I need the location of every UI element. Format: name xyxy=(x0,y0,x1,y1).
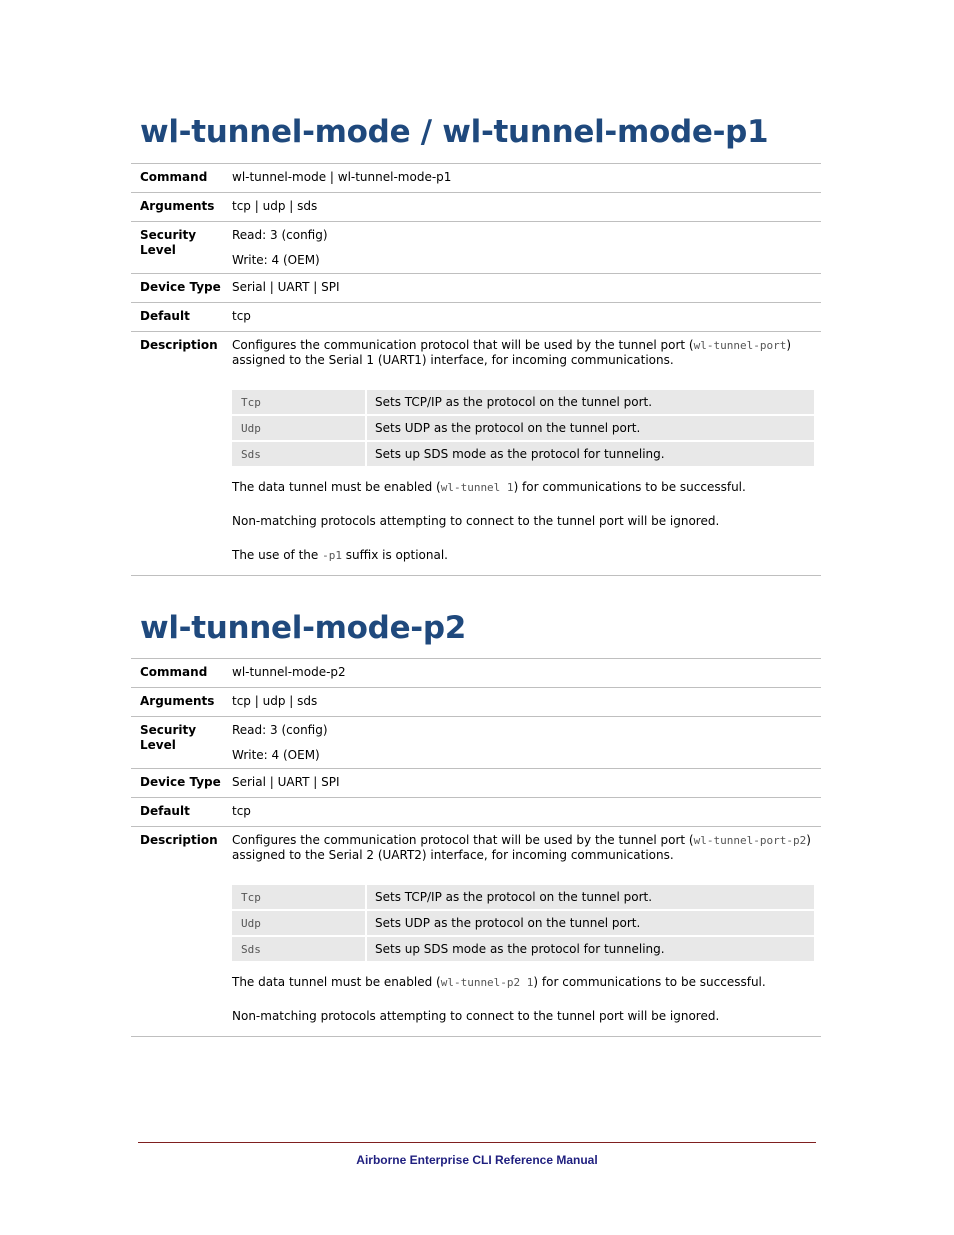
inline-code: -p1 xyxy=(322,549,342,562)
option-description: Sets TCP/IP as the protocol on the tunnel port. xyxy=(367,390,814,414)
text-span: Configures the communication protocol that will be used by the tunnel port ( xyxy=(232,338,694,352)
row-label: Device Type xyxy=(140,775,221,789)
row-label: Command xyxy=(140,665,208,679)
row-value: tcp | udp | sds xyxy=(232,199,318,213)
row-label: Default xyxy=(140,309,190,323)
row-value: tcp xyxy=(232,309,251,323)
note-suffix-optional xyxy=(232,548,815,563)
note-non-matching: Non-matching protocols attempting to connect to the tunnel port will be ignored. xyxy=(232,1009,720,1023)
option-code: Udp xyxy=(232,911,367,935)
row-value: Serial | UART | SPI xyxy=(232,775,340,789)
text-span: ) for communications to be successful. xyxy=(513,480,746,494)
row-value: wl-tunnel-mode | wl-tunnel-mode-p1 xyxy=(232,170,452,184)
row-label: Description xyxy=(140,338,218,352)
description-text xyxy=(232,338,815,368)
table-row xyxy=(232,937,814,961)
table-row xyxy=(232,390,814,414)
row-label: Device Type xyxy=(140,280,221,294)
option-code: Sds xyxy=(232,442,367,466)
row-label: Command xyxy=(140,170,208,184)
text-span: ) assigned to the Serial 2 (UART2) interface, for incoming communications. xyxy=(232,833,811,862)
option-code: Tcp xyxy=(232,885,367,909)
row-label: Arguments xyxy=(140,694,215,708)
row-value xyxy=(232,723,821,763)
inline-code: wl-tunnel 1 xyxy=(440,481,514,494)
note-tunnel-enabled xyxy=(232,480,815,495)
row-label: Arguments xyxy=(140,199,215,213)
description-text xyxy=(232,833,815,863)
security-level-row xyxy=(131,222,821,274)
table-row xyxy=(232,911,814,935)
inline-code: wl-tunnel-port-p2 xyxy=(693,834,807,847)
command-row xyxy=(131,659,821,688)
option-code: Udp xyxy=(232,416,367,440)
row-label: Security Level xyxy=(140,723,197,752)
command-table xyxy=(131,658,821,1037)
default-row xyxy=(131,303,821,332)
options-table xyxy=(232,388,814,468)
security-read: Read: 3 (config) xyxy=(232,228,328,242)
option-description: Sets TCP/IP as the protocol on the tunnel port. xyxy=(367,885,814,909)
default-row xyxy=(131,798,821,827)
section-title: wl-tunnel-mode-p2 xyxy=(140,610,467,646)
description-row xyxy=(131,332,821,576)
description-value xyxy=(232,338,821,563)
option-description: Sets UDP as the protocol on the tunnel port. xyxy=(367,416,814,440)
text-span: The data tunnel must be enabled ( xyxy=(232,480,441,494)
command-table xyxy=(131,163,821,576)
option-code: Sds xyxy=(232,937,367,961)
text-span: suffix is optional. xyxy=(341,548,448,562)
table-row xyxy=(232,416,814,440)
device-type-row xyxy=(131,274,821,303)
footer-title: Airborne Enterprise CLI Reference Manual xyxy=(356,1153,598,1167)
row-value: tcp | udp | sds xyxy=(232,694,318,708)
security-level-row xyxy=(131,717,821,769)
options-table xyxy=(232,883,814,963)
row-value: Serial | UART | SPI xyxy=(232,280,340,294)
description-value xyxy=(232,833,821,1024)
note-tunnel-enabled xyxy=(232,975,815,990)
option-description: Sets up SDS mode as the protocol for tunneling. xyxy=(367,937,814,961)
security-read: Read: 3 (config) xyxy=(232,723,328,737)
text-span: Configures the communication protocol that will be used by the tunnel port ( xyxy=(232,833,694,847)
arguments-row xyxy=(131,193,821,222)
command-row xyxy=(131,164,821,193)
row-value: tcp xyxy=(232,804,251,818)
security-write: Write: 4 (OEM) xyxy=(232,748,320,762)
table-row xyxy=(232,885,814,909)
row-label: Description xyxy=(140,833,218,847)
option-description: Sets up SDS mode as the protocol for tunneling. xyxy=(367,442,814,466)
inline-code: wl-tunnel-port xyxy=(693,339,787,352)
security-write: Write: 4 (OEM) xyxy=(232,253,320,267)
footer-divider xyxy=(138,1142,816,1143)
text-span: ) assigned to the Serial 1 (UART1) interface, for incoming communications. xyxy=(232,338,792,367)
description-row xyxy=(131,827,821,1037)
row-label: Default xyxy=(140,804,190,818)
device-type-row xyxy=(131,769,821,798)
row-label: Security Level xyxy=(140,228,197,257)
text-span: The data tunnel must be enabled ( xyxy=(232,975,441,989)
text-span: The use of the xyxy=(232,548,323,562)
note-non-matching: Non-matching protocols attempting to connect to the tunnel port will be ignored. xyxy=(232,514,720,528)
table-row xyxy=(232,442,814,466)
section-title: wl-tunnel-mode / wl-tunnel-mode-p1 xyxy=(140,114,769,150)
option-code: Tcp xyxy=(232,390,367,414)
inline-code: wl-tunnel-p2 1 xyxy=(440,976,534,989)
arguments-row xyxy=(131,688,821,717)
row-value xyxy=(232,228,821,268)
text-span: ) for communications to be successful. xyxy=(533,975,766,989)
row-value: wl-tunnel-mode-p2 xyxy=(232,665,346,679)
option-description: Sets UDP as the protocol on the tunnel port. xyxy=(367,911,814,935)
